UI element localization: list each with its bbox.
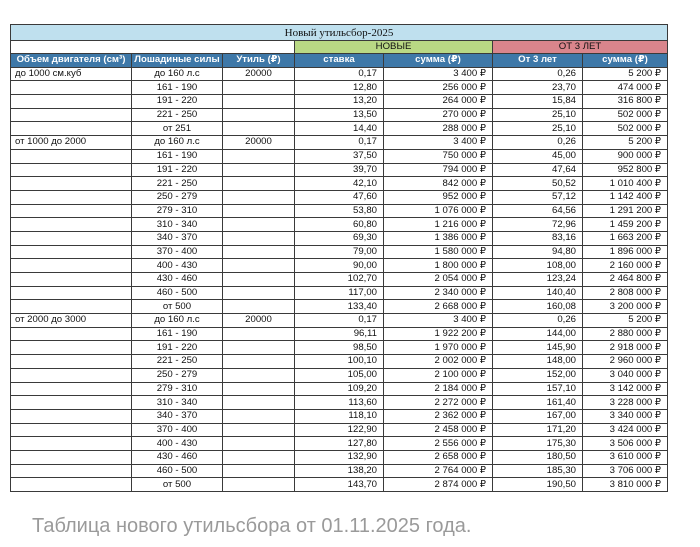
sum-old-cell: 502 000 ₽: [583, 122, 668, 136]
sum-old-cell: 5 200 ₽: [583, 314, 668, 328]
horsepower-cell: до 160 л.с: [132, 136, 223, 150]
table-row: [11, 190, 668, 204]
sum-new-cell: 2 002 000 ₽: [384, 355, 493, 369]
sum-new-cell: 264 000 ₽: [384, 95, 493, 109]
sum-new-cell: 1 076 000 ₽: [384, 204, 493, 218]
engine-volume-cell: [11, 177, 132, 191]
horsepower-cell: 161 - 190: [132, 149, 223, 163]
engine-volume-cell: от 1000 до 2000: [11, 136, 132, 150]
table-row: [11, 382, 668, 396]
engine-volume-cell: [11, 382, 132, 396]
util-base-cell: [223, 245, 295, 259]
sum-new-cell: 2 668 000 ₽: [384, 300, 493, 314]
rate-new-cell: 53,80: [295, 204, 384, 218]
rate-new-cell: 100,10: [295, 355, 384, 369]
util-base-cell: [223, 218, 295, 232]
rate-old-cell: 171,20: [493, 423, 583, 437]
util-base-cell: [223, 300, 295, 314]
sum-new-cell: 2 658 000 ₽: [384, 450, 493, 464]
sum-old-cell: 3 810 000 ₽: [583, 478, 668, 492]
sum-new-cell: 2 556 000 ₽: [384, 437, 493, 451]
caption: Таблица нового утильсбора от 01.11.2025 года.: [32, 515, 472, 537]
sum-new-cell: 3 400 ₽: [384, 314, 493, 328]
sum-new-cell: 2 100 000 ₽: [384, 368, 493, 382]
util-base-cell: [223, 177, 295, 191]
sum-old-cell: 2 960 000 ₽: [583, 355, 668, 369]
rate-new-cell: 90,00: [295, 259, 384, 273]
sum-old-cell: 502 000 ₽: [583, 108, 668, 122]
rate-new-cell: 102,70: [295, 273, 384, 287]
horsepower-cell: 279 - 310: [132, 204, 223, 218]
sum-old-cell: 1 459 200 ₽: [583, 218, 668, 232]
rate-new-cell: 60,80: [295, 218, 384, 232]
rate-new-cell: 118,10: [295, 409, 384, 423]
rate-old-cell: 152,00: [493, 368, 583, 382]
rate-old-cell: 0,26: [493, 314, 583, 328]
rate-old-cell: 72,96: [493, 218, 583, 232]
sum-new-cell: 3 400 ₽: [384, 67, 493, 81]
header-rate-new: ставка: [295, 54, 384, 68]
sum-old-cell: 900 000 ₽: [583, 149, 668, 163]
rate-new-cell: 96,11: [295, 327, 384, 341]
util-base-cell: [223, 286, 295, 300]
rate-new-cell: 37,50: [295, 149, 384, 163]
horsepower-cell: 400 - 430: [132, 437, 223, 451]
sum-old-cell: 5 200 ₽: [583, 136, 668, 150]
rate-old-cell: 157,10: [493, 382, 583, 396]
table-row: [11, 409, 668, 423]
rate-new-cell: 47,60: [295, 190, 384, 204]
engine-volume-cell: [11, 163, 132, 177]
sum-old-cell: 1 896 000 ₽: [583, 245, 668, 259]
horsepower-cell: от 500: [132, 478, 223, 492]
sum-old-cell: 3 142 000 ₽: [583, 382, 668, 396]
table-row: [11, 177, 668, 191]
sum-old-cell: 3 706 000 ₽: [583, 464, 668, 478]
table-row: [11, 478, 668, 492]
sum-old-cell: 1 663 200 ₽: [583, 231, 668, 245]
rate-old-cell: 145,90: [493, 341, 583, 355]
horsepower-cell: 279 - 310: [132, 382, 223, 396]
header-rate-old: От 3 лет: [493, 54, 583, 68]
sum-new-cell: 2 054 000 ₽: [384, 273, 493, 287]
sum-new-cell: 2 340 000 ₽: [384, 286, 493, 300]
horsepower-cell: 221 - 250: [132, 355, 223, 369]
util-base-cell: [223, 382, 295, 396]
util-base-cell: [223, 163, 295, 177]
header-horsepower: Лошадиные силы: [132, 54, 223, 68]
rate-new-cell: 105,00: [295, 368, 384, 382]
rate-old-cell: 144,00: [493, 327, 583, 341]
rate-new-cell: 0,17: [295, 314, 384, 328]
sum-old-cell: 1 142 400 ₽: [583, 190, 668, 204]
sum-new-cell: 3 400 ₽: [384, 136, 493, 150]
rate-old-cell: 15,84: [493, 95, 583, 109]
util-base-cell: [223, 437, 295, 451]
horsepower-cell: 430 - 460: [132, 273, 223, 287]
header-sum-old: сумма (₽): [583, 54, 668, 68]
util-base-cell: [223, 464, 295, 478]
engine-volume-cell: [11, 355, 132, 369]
table-row: [11, 464, 668, 478]
sum-new-cell: 1 216 000 ₽: [384, 218, 493, 232]
engine-volume-cell: [11, 259, 132, 273]
sum-new-cell: 1 386 000 ₽: [384, 231, 493, 245]
sum-old-cell: 2 464 800 ₽: [583, 273, 668, 287]
sum-new-cell: 2 458 000 ₽: [384, 423, 493, 437]
util-base-cell: 20000: [223, 136, 295, 150]
sum-new-cell: 952 000 ₽: [384, 190, 493, 204]
rate-old-cell: 190,50: [493, 478, 583, 492]
engine-volume-cell: [11, 122, 132, 136]
table-row: [11, 67, 668, 81]
util-base-cell: [223, 259, 295, 273]
engine-volume-cell: [11, 396, 132, 410]
rate-new-cell: 127,80: [295, 437, 384, 451]
table-row: [11, 341, 668, 355]
engine-volume-cell: [11, 437, 132, 451]
rate-old-cell: 161,40: [493, 396, 583, 410]
horsepower-cell: 340 - 370: [132, 231, 223, 245]
sum-old-cell: 3 610 000 ₽: [583, 450, 668, 464]
rate-new-cell: 138,20: [295, 464, 384, 478]
sum-new-cell: 1 922 200 ₽: [384, 327, 493, 341]
rate-new-cell: 42,10: [295, 177, 384, 191]
rate-old-cell: 94,80: [493, 245, 583, 259]
rate-new-cell: 133,40: [295, 300, 384, 314]
horsepower-cell: 310 - 340: [132, 396, 223, 410]
sum-new-cell: 2 272 000 ₽: [384, 396, 493, 410]
util-base-cell: [223, 368, 295, 382]
table-row: [11, 368, 668, 382]
horsepower-cell: 161 - 190: [132, 81, 223, 95]
engine-volume-cell: [11, 286, 132, 300]
table-row: [11, 204, 668, 218]
util-base-cell: [223, 108, 295, 122]
sum-old-cell: 3 040 000 ₽: [583, 368, 668, 382]
util-base-cell: [223, 396, 295, 410]
engine-volume-cell: [11, 423, 132, 437]
table-row: [11, 355, 668, 369]
group-new-label: НОВЫЕ: [295, 41, 493, 54]
sum-new-cell: 2 764 000 ₽: [384, 464, 493, 478]
horsepower-cell: до 160 л.с: [132, 67, 223, 81]
sum-old-cell: 3 506 000 ₽: [583, 437, 668, 451]
column-header-row: [11, 54, 668, 68]
horsepower-cell: 370 - 400: [132, 423, 223, 437]
engine-volume-cell: [11, 478, 132, 492]
sum-old-cell: 2 918 000 ₽: [583, 341, 668, 355]
table-row: [11, 273, 668, 287]
horsepower-cell: 400 - 430: [132, 259, 223, 273]
rate-old-cell: 123,24: [493, 273, 583, 287]
header-engine-volume: Объем двигателя (см³): [11, 54, 132, 68]
table-row: [11, 286, 668, 300]
rate-old-cell: 47,64: [493, 163, 583, 177]
rate-new-cell: 39,70: [295, 163, 384, 177]
util-base-cell: [223, 423, 295, 437]
rate-old-cell: 175,30: [493, 437, 583, 451]
group-old-label: ОТ 3 ЛЕТ: [493, 41, 668, 54]
table-row: [11, 245, 668, 259]
rate-old-cell: 25,10: [493, 122, 583, 136]
util-base-cell: [223, 231, 295, 245]
rate-old-cell: 45,00: [493, 149, 583, 163]
sum-old-cell: 2 880 000 ₽: [583, 327, 668, 341]
rate-old-cell: 180,50: [493, 450, 583, 464]
engine-volume-cell: [11, 341, 132, 355]
horsepower-cell: 460 - 500: [132, 286, 223, 300]
horsepower-cell: 191 - 220: [132, 95, 223, 109]
rate-new-cell: 0,17: [295, 136, 384, 150]
table-row: [11, 437, 668, 451]
table-row: [11, 423, 668, 437]
rate-old-cell: 0,26: [493, 136, 583, 150]
util-base-cell: [223, 273, 295, 287]
rate-new-cell: 14,40: [295, 122, 384, 136]
sum-old-cell: 3 424 000 ₽: [583, 423, 668, 437]
table-title: Новый утильсбор-2025: [11, 25, 668, 41]
title-row: [11, 25, 668, 41]
horsepower-cell: 161 - 190: [132, 327, 223, 341]
util-base-cell: 20000: [223, 314, 295, 328]
engine-volume-cell: [11, 368, 132, 382]
horsepower-cell: 191 - 220: [132, 163, 223, 177]
horsepower-cell: 310 - 340: [132, 218, 223, 232]
horsepower-cell: 430 - 460: [132, 450, 223, 464]
rate-new-cell: 132,90: [295, 450, 384, 464]
sum-old-cell: 3 340 000 ₽: [583, 409, 668, 423]
engine-volume-cell: [11, 204, 132, 218]
engine-volume-cell: [11, 149, 132, 163]
engine-volume-cell: [11, 95, 132, 109]
engine-volume-cell: от 2000 до 3000: [11, 314, 132, 328]
table-row: [11, 300, 668, 314]
rate-new-cell: 13,50: [295, 108, 384, 122]
rate-old-cell: 167,00: [493, 409, 583, 423]
group-spacer: [11, 41, 295, 54]
sum-new-cell: 794 000 ₽: [384, 163, 493, 177]
header-sum-new: сумма (₽): [384, 54, 493, 68]
horsepower-cell: 340 - 370: [132, 409, 223, 423]
sum-old-cell: 1 291 200 ₽: [583, 204, 668, 218]
rate-new-cell: 0,17: [295, 67, 384, 81]
rate-old-cell: 148,00: [493, 355, 583, 369]
horsepower-cell: 191 - 220: [132, 341, 223, 355]
table-row: [11, 136, 668, 150]
util-base-cell: [223, 81, 295, 95]
sum-old-cell: 316 800 ₽: [583, 95, 668, 109]
rate-new-cell: 143,70: [295, 478, 384, 492]
engine-volume-cell: [11, 300, 132, 314]
table-row: [11, 163, 668, 177]
horsepower-cell: 221 - 250: [132, 177, 223, 191]
table-row: [11, 149, 668, 163]
rate-new-cell: 69,30: [295, 231, 384, 245]
util-fee-table: [10, 24, 668, 492]
sum-old-cell: 2 160 000 ₽: [583, 259, 668, 273]
horsepower-cell: 250 - 279: [132, 190, 223, 204]
sum-new-cell: 270 000 ₽: [384, 108, 493, 122]
horsepower-cell: от 251: [132, 122, 223, 136]
engine-volume-cell: [11, 327, 132, 341]
rate-old-cell: 57,12: [493, 190, 583, 204]
engine-volume-cell: [11, 273, 132, 287]
sum-old-cell: 3 200 000 ₽: [583, 300, 668, 314]
table-row: [11, 122, 668, 136]
sum-new-cell: 288 000 ₽: [384, 122, 493, 136]
sum-old-cell: 3 228 000 ₽: [583, 396, 668, 410]
horsepower-cell: 370 - 400: [132, 245, 223, 259]
engine-volume-cell: [11, 81, 132, 95]
horsepower-cell: от 500: [132, 300, 223, 314]
sum-old-cell: 952 800 ₽: [583, 163, 668, 177]
sum-old-cell: 1 010 400 ₽: [583, 177, 668, 191]
util-base-cell: [223, 409, 295, 423]
rate-old-cell: 160,08: [493, 300, 583, 314]
rate-old-cell: 50,52: [493, 177, 583, 191]
rate-new-cell: 98,50: [295, 341, 384, 355]
rate-new-cell: 117,00: [295, 286, 384, 300]
rate-new-cell: 109,20: [295, 382, 384, 396]
sum-new-cell: 1 970 000 ₽: [384, 341, 493, 355]
rate-old-cell: 185,30: [493, 464, 583, 478]
sum-new-cell: 1 800 000 ₽: [384, 259, 493, 273]
rate-old-cell: 83,16: [493, 231, 583, 245]
util-base-cell: [223, 190, 295, 204]
sum-new-cell: 2 362 000 ₽: [384, 409, 493, 423]
util-base-cell: [223, 327, 295, 341]
rate-old-cell: 25,10: [493, 108, 583, 122]
rate-new-cell: 13,20: [295, 95, 384, 109]
table-row: [11, 259, 668, 273]
util-base-cell: [223, 149, 295, 163]
group-header-row: [11, 41, 668, 54]
engine-volume-cell: [11, 218, 132, 232]
table-row: [11, 81, 668, 95]
rate-old-cell: 23,70: [493, 81, 583, 95]
table-row: [11, 314, 668, 328]
engine-volume-cell: [11, 108, 132, 122]
sum-new-cell: 842 000 ₽: [384, 177, 493, 191]
rate-new-cell: 122,90: [295, 423, 384, 437]
util-base-cell: [223, 450, 295, 464]
table-row: [11, 396, 668, 410]
rate-new-cell: 12,80: [295, 81, 384, 95]
rate-old-cell: 140,40: [493, 286, 583, 300]
sum-new-cell: 750 000 ₽: [384, 149, 493, 163]
engine-volume-cell: [11, 450, 132, 464]
header-util-base: Утиль (₽): [223, 54, 295, 68]
sum-new-cell: 2 184 000 ₽: [384, 382, 493, 396]
engine-volume-cell: [11, 409, 132, 423]
horsepower-cell: до 160 л.с: [132, 314, 223, 328]
horsepower-cell: 221 - 250: [132, 108, 223, 122]
util-base-cell: [223, 478, 295, 492]
table-row: [11, 108, 668, 122]
table-row: [11, 95, 668, 109]
sum-new-cell: 1 580 000 ₽: [384, 245, 493, 259]
util-base-cell: [223, 95, 295, 109]
sum-old-cell: 5 200 ₽: [583, 67, 668, 81]
engine-volume-cell: [11, 231, 132, 245]
rate-old-cell: 64,56: [493, 204, 583, 218]
table-row: [11, 450, 668, 464]
horsepower-cell: 250 - 279: [132, 368, 223, 382]
table-row: [11, 218, 668, 232]
rate-new-cell: 79,00: [295, 245, 384, 259]
engine-volume-cell: [11, 190, 132, 204]
engine-volume-cell: [11, 464, 132, 478]
rate-old-cell: 108,00: [493, 259, 583, 273]
util-base-cell: [223, 122, 295, 136]
sum-new-cell: 256 000 ₽: [384, 81, 493, 95]
sum-old-cell: 474 000 ₽: [583, 81, 668, 95]
engine-volume-cell: до 1000 см.куб: [11, 67, 132, 81]
rate-old-cell: 0,26: [493, 67, 583, 81]
sum-new-cell: 2 874 000 ₽: [384, 478, 493, 492]
rate-new-cell: 113,60: [295, 396, 384, 410]
table-row: [11, 327, 668, 341]
horsepower-cell: 460 - 500: [132, 464, 223, 478]
util-base-cell: [223, 355, 295, 369]
table-row: [11, 231, 668, 245]
util-base-cell: [223, 204, 295, 218]
engine-volume-cell: [11, 245, 132, 259]
util-base-cell: 20000: [223, 67, 295, 81]
util-base-cell: [223, 341, 295, 355]
sum-old-cell: 2 808 000 ₽: [583, 286, 668, 300]
